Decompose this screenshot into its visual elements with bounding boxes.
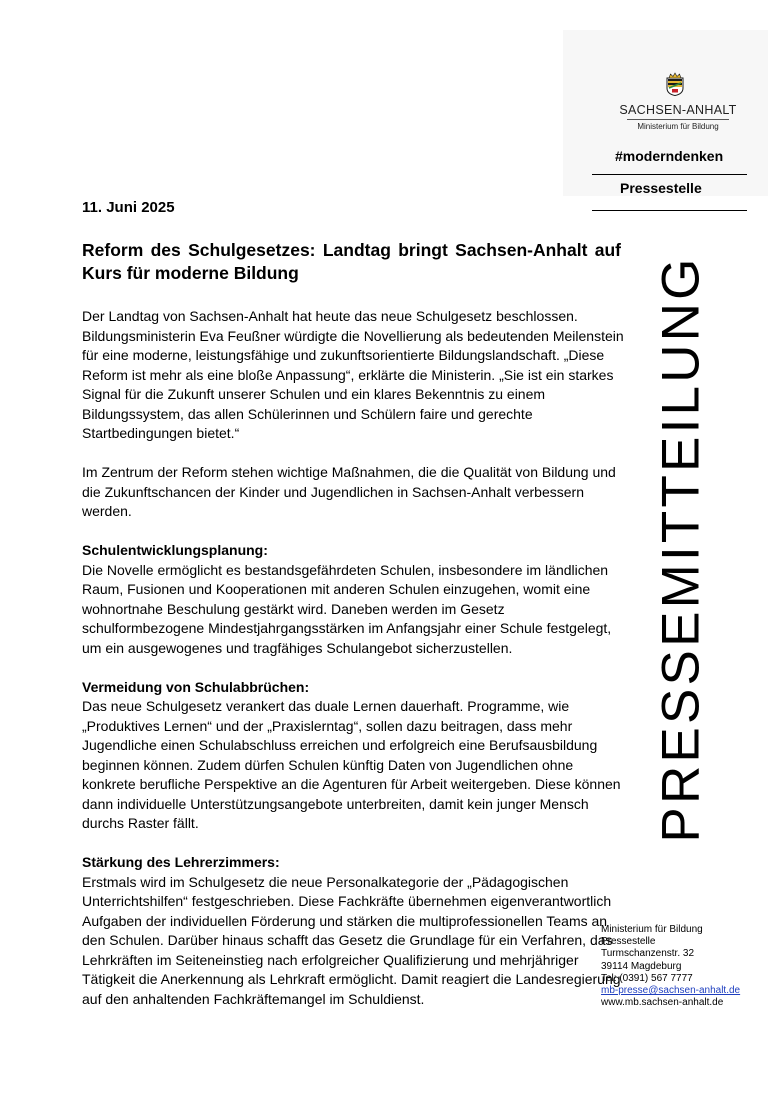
divider-bottom bbox=[592, 210, 747, 211]
section-text: Erstmals wird im Schulgesetz die neue Personalkategorie der „Pädagogischen Unterrichtshilfen“ festgeschrieben. Diese Fachkräfte übernehmen eigenverantwortlich Aufgaben der individuellen Förderung und stärken die multiprofessionellen Teams an den Schulen. Darüber hinaus schafft das Gesetz die Grundlage für ein Verfahren, das Lehrkräften im Seiteneinstieg nach erfolgreicher Qualifizierung und mehrjähriger Tätigkeit die Anerkennung als Lehrkraft ermöglicht. Damit reagiert die Landesregierung auf den anhaltenden Fachkräftemangel im Schuldienst. bbox=[82, 873, 621, 1007]
department-label: Pressestelle bbox=[620, 180, 702, 196]
contact-ministry: Ministerium für Bildung bbox=[601, 924, 703, 935]
contact-email-link[interactable]: mb-presse@sachsen-anhalt.de bbox=[601, 985, 741, 997]
intro-paragraph: Der Landtag von Sachsen-Anhalt hat heute das neue Schulgesetz beschlossen. Bildungsministerin Eva Feußner würdigte die Novellierung als bedeutenden Meilenstein für eine moderne, leistungsfähige und zukunftsorientierte Bildungslandschaft. „Diese Reform ist mehr als eine bloße Anpassung“, erklärte die Ministerin. „Sie ist ein starkes Signal für die Zukunft unserer Schulen und ein klares Bekenntnis zu einem Bildungssystem, das allen Schülerinnen und Schülern faire und gerechte Startbedingungen bietet.“ bbox=[82, 308, 624, 441]
brand-ministry: Ministerium für Bildung bbox=[637, 122, 719, 131]
contact-phone: Tel: (0391) 567 7777 bbox=[601, 972, 693, 984]
section-heading: Schulentwicklungsplanung: bbox=[82, 542, 268, 558]
vertical-title-container bbox=[650, 233, 712, 865]
section-heading: Vermeidung von Schulabbrüchen: bbox=[82, 678, 310, 695]
hashtag: #moderndenken bbox=[615, 148, 724, 164]
section-text: Das neue Schulgesetz verankert das duale Lernen dauerhaft. Programme, wie „Produktives Lernen“ und der „Praxislerntag“, sollen dazu beitragen, dass mehr Jugendliche einen Schulabschluss erreichen und erfolgreich eine Berufsausbildung beginnen können. Zudem dürfen Schulen künftig Daten von Jugendlichen ohne konkrete berufliche Perspektive an die Agenturen für Arbeit weitergeben. Diese können dann individuelle Unterstützungsangebote unterbreiten, damit kein junger Mensch durchs Raster fällt. bbox=[82, 698, 621, 831]
contact-website[interactable]: www.mb.sachsen-anhalt.de bbox=[601, 997, 724, 1009]
section-heading: Stärkung des Lehrerzimmers: bbox=[82, 854, 280, 870]
vertical-title: PRESSEMITTEILUNG bbox=[651, 255, 711, 843]
release-date: 11. Juni 2025 bbox=[82, 199, 175, 216]
contact-block bbox=[601, 924, 740, 1009]
coat-of-arms-icon bbox=[666, 72, 684, 96]
divider-top bbox=[592, 174, 747, 175]
brand-name: SACHSEN-ANHALT bbox=[619, 103, 737, 117]
contact-department: Pressestelle bbox=[601, 936, 656, 948]
brand-rule bbox=[627, 119, 729, 120]
headline: Reform des Schulgesetzes: Landtag bringt Sachsen-Anhalt auf Kurs für moderne Bildung bbox=[82, 240, 621, 283]
contact-city: 39114 Magdeburg bbox=[601, 960, 682, 972]
section-text: Die Novelle ermöglicht es bestandsgefährdeten Schulen, insbesondere im ländlichen Raum, Fusionen und Kooperationen mit anderen Schulen einzugehen, womit eine wohnortnahe Beschulung gestärkt wird. Daneben werden im Gesetz schulformbezogene Mindestjahrgangsstärken im Anfangsjahr einer Schule festgelegt, um ein ausgewogenes und tragfähiges Schulangebot sicherzustellen. bbox=[82, 561, 612, 656]
context-paragraph: Im Zentrum der Reform stehen wichtige Maßnahmen, die die Qualität von Bildung und die Zukunftschancen der Kinder und Jugendlichen in Sachsen-Anhalt verbessern werden. bbox=[82, 464, 616, 519]
press-release-body bbox=[82, 307, 627, 1029]
contact-street: Turmschanzenstr. 32 bbox=[601, 948, 695, 960]
